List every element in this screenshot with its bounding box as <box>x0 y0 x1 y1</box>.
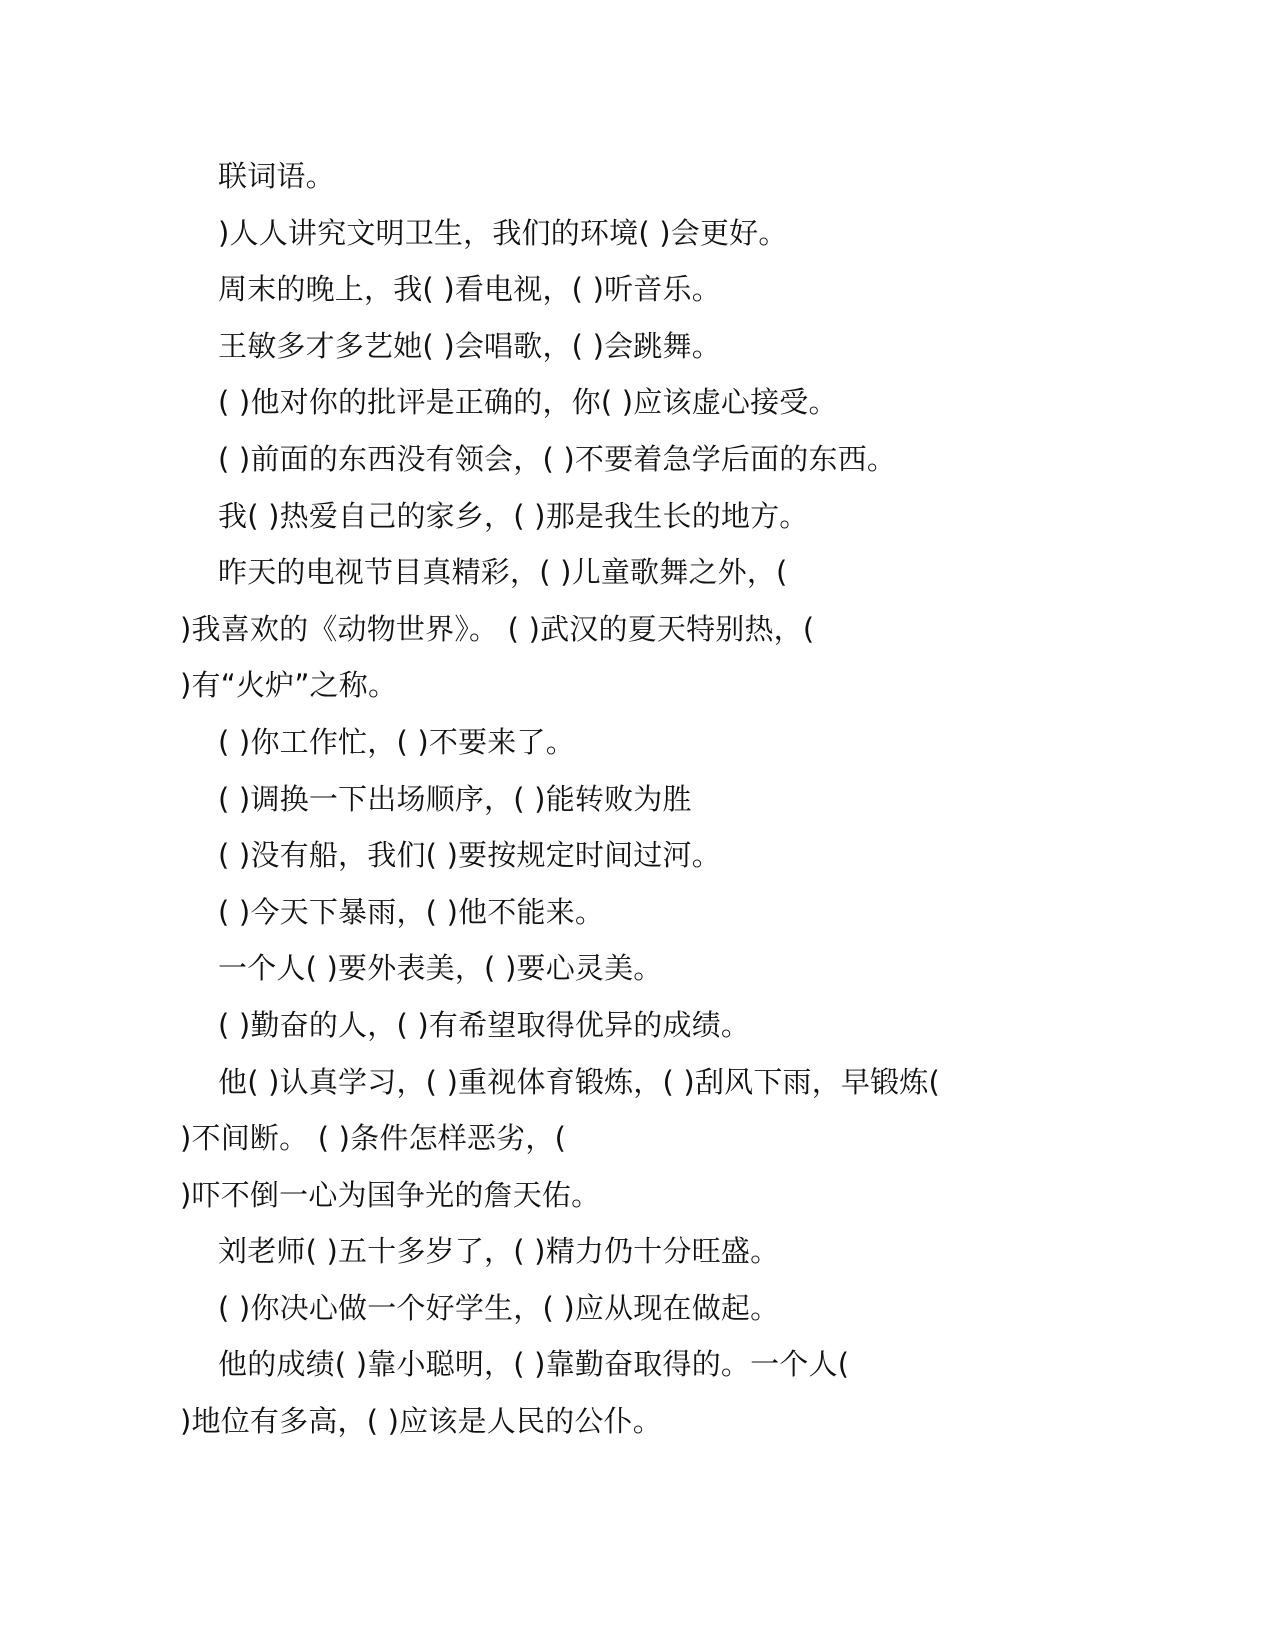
text-line: 他( )认真学习，( )重视体育锻炼，( )刮风下雨，早锻炼( <box>218 1064 941 1099</box>
text-line: ( )勤奋的人，( )有希望取得优异的成绩。 <box>218 1007 751 1042</box>
text-line: 昨天的电视节目真精彩，( )儿童歌舞之外，( <box>218 555 788 590</box>
text-line: ( )你决心做一个好学生，( )应从现在做起。 <box>218 1290 780 1325</box>
text-line: ( )他对你的批评是正确的，你( )应该虚心接受。 <box>218 385 838 420</box>
text-line: ( )今天下暴雨，( )他不能来。 <box>218 894 605 929</box>
text-line: )地位有多高，( )应该是人民的公仆。 <box>180 1404 662 1439</box>
text-line: )有“火炉”之称。 <box>180 668 398 703</box>
text-line: 一个人( )要外表美，( )要心灵美。 <box>218 951 663 986</box>
text-line: 我( )热爱自己的家乡，( )那是我生长的地方。 <box>218 498 809 533</box>
text-line: ( )没有船，我们( )要按规定时间过河。 <box>218 838 721 873</box>
text-line: ( )调换一下出场顺序，( )能转败为胜 <box>218 781 692 816</box>
text-line: )不间断。 ( )条件怎样恶劣，( <box>180 1121 567 1156</box>
text-line: 刘老师( )五十多岁了，( )精力仍十分旺盛。 <box>218 1234 780 1269</box>
text-line: 王敏多才多艺她( )会唱歌，( )会跳舞。 <box>218 328 721 363</box>
text-line: 他的成绩( )靠小聪明，( )靠勤奋取得的。一个人( <box>218 1347 850 1382</box>
text-line: ( )前面的东西没有领会，( )不要着急学后面的东西。 <box>218 441 897 476</box>
text-line: 联词语。 <box>218 159 335 193</box>
text-line: 周末的晚上，我( )看电视，( )听音乐。 <box>218 272 721 307</box>
text-line: )人人讲究文明卫生，我们的环境( )会更好。 <box>218 215 788 250</box>
text-line: ( )你工作忙，( )不要来了。 <box>218 724 575 759</box>
document-body <box>180 148 1080 1450</box>
text-line: )吓不倒一心为国争光的詹天佑。 <box>180 1177 601 1212</box>
text-line: )我喜欢的《动物世界》。 ( )武汉的夏天特别热，( <box>180 611 815 646</box>
